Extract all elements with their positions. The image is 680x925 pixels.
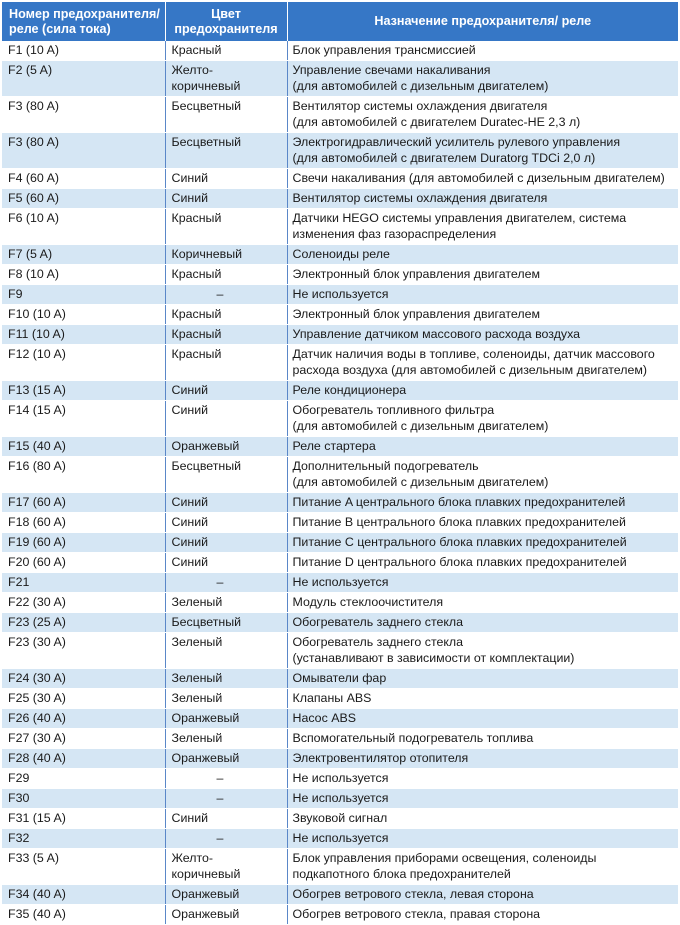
table-row	[2, 905, 678, 925]
fuse-number-cell: F23 (30 A)	[2, 633, 165, 669]
fuse-purpose-line: Не используется	[292, 287, 389, 301]
fuse-purpose-cell	[287, 709, 678, 729]
fuse-purpose-line: Питание A центрального блока плавких предохранителей	[292, 495, 626, 509]
fuse-color-line: Зеленый	[171, 691, 223, 705]
fuse-color-line: Бесцветный	[171, 135, 242, 149]
fuse-purpose-line: Питание C центрального блока плавких предохранителей	[292, 535, 627, 549]
fuse-purpose-line: Электровентилятор отопителя	[292, 751, 469, 765]
fuse-color-line: –	[216, 575, 224, 589]
fuse-color-cell	[165, 245, 287, 265]
fuse-color-cell	[165, 345, 287, 381]
fuse-color-cell	[165, 593, 287, 613]
fuse-color-line: Красный	[171, 347, 222, 361]
fuse-color-line: Бесцветный	[171, 615, 242, 629]
header-fuse-number	[2, 2, 165, 41]
fuse-number-cell: F32	[2, 829, 165, 849]
fuse-number-cell: F23 (25 A)	[2, 613, 165, 633]
fuse-color-cell	[165, 41, 287, 61]
fuse-purpose-line: Клапаны ABS	[292, 691, 372, 705]
fuse-purpose-line: Электрогидравлический усилитель рулевого управления	[292, 135, 621, 149]
fuse-purpose-line: Датчики HEGO системы управления двигателем, система	[292, 211, 627, 225]
fuse-purpose-line: Обогреватель заднего стекла	[292, 635, 464, 649]
fuse-color-cell	[165, 265, 287, 285]
fuse-color-cell	[165, 285, 287, 305]
fuse-purpose-cell	[287, 533, 678, 553]
fuse-number-cell: F13 (15 A)	[2, 381, 165, 401]
table-row	[2, 885, 678, 905]
fuse-color-cell	[165, 381, 287, 401]
fuse-purpose-line: Питание B центрального блока плавких предохранителей	[292, 515, 626, 529]
fuse-color-line: Зеленый	[171, 635, 223, 649]
table-row	[2, 809, 678, 829]
fuse-number-cell: F8 (10 A)	[2, 265, 165, 285]
fuse-purpose-line: Датчик наличия воды в топливе, соленоиды, датчик массового	[292, 347, 655, 361]
fuse-color-cell	[165, 169, 287, 189]
fuse-number-cell: F19 (60 A)	[2, 533, 165, 553]
fuse-purpose-cell	[287, 457, 678, 493]
fuse-color-cell	[165, 553, 287, 573]
fuse-purpose-cell	[287, 189, 678, 209]
fuse-purpose-cell	[287, 905, 678, 925]
fuse-purpose-line: Свечи накаливания (для автомобилей с дизельным двигателем)	[292, 171, 665, 185]
table-row	[2, 749, 678, 769]
fuse-purpose-line: (для автомобилей с дизельным двигателем)	[292, 475, 549, 489]
fuse-color-line: Синий	[171, 811, 209, 825]
fuse-purpose-line: Не используется	[292, 575, 389, 589]
fuse-purpose-line: Реле стартера	[292, 439, 376, 453]
fuse-color-cell	[165, 513, 287, 533]
table-row	[2, 61, 678, 97]
fuse-purpose-cell	[287, 689, 678, 709]
fuse-purpose-line: Блок управления трансмиссией	[292, 43, 476, 57]
table-row	[2, 381, 678, 401]
fuse-purpose-line: Вспомогательный подогреватель топлива	[292, 731, 534, 745]
fuse-purpose-cell	[287, 729, 678, 749]
fuse-color-cell	[165, 809, 287, 829]
fuse-purpose-line: Обогреватель топливного фильтра	[292, 403, 495, 417]
fuse-color-cell	[165, 401, 287, 437]
header-line: реле (сила тока)	[9, 21, 111, 36]
fuse-number-cell: F22 (30 A)	[2, 593, 165, 613]
fuse-purpose-cell	[287, 305, 678, 325]
fuse-color-line: Синий	[171, 535, 209, 549]
fuse-number-cell: F20 (60 A)	[2, 553, 165, 573]
fuse-purpose-cell	[287, 849, 678, 885]
table-row	[2, 209, 678, 245]
fuse-purpose-line: Соленоиды реле	[292, 247, 390, 261]
fuse-purpose-line: Электронный блок управления двигателем	[292, 267, 541, 281]
fuse-color-line: Синий	[171, 191, 209, 205]
fuse-color-cell	[165, 669, 287, 689]
fuse-purpose-cell	[287, 209, 678, 245]
fuse-purpose-cell	[287, 41, 678, 61]
fuse-color-cell	[165, 493, 287, 513]
fuse-color-cell	[165, 633, 287, 669]
fuse-color-cell	[165, 729, 287, 749]
fuse-color-cell	[165, 61, 287, 97]
fuse-number-cell: F27 (30 A)	[2, 729, 165, 749]
fuse-number-cell: F33 (5 A)	[2, 849, 165, 885]
fuse-color-line: Зеленый	[171, 671, 223, 685]
fuse-color-line: –	[216, 771, 224, 785]
fuse-purpose-cell	[287, 885, 678, 905]
fuse-purpose-line: Вентилятор системы охлаждения двигателя	[292, 191, 548, 205]
fuse-color-line: Оранжевый	[171, 751, 240, 765]
fuse-number-cell: F3 (80 A)	[2, 97, 165, 133]
fuse-purpose-cell	[287, 265, 678, 285]
fuse-number-cell: F34 (40 A)	[2, 885, 165, 905]
fuse-purpose-line: (для автомобилей с дизельным двигателем)	[292, 419, 549, 433]
fuse-purpose-cell	[287, 553, 678, 573]
fuse-number-cell: F7 (5 A)	[2, 245, 165, 265]
fuse-color-line: Оранжевый	[171, 907, 240, 921]
table-row	[2, 613, 678, 633]
fuse-purpose-cell	[287, 633, 678, 669]
fuse-color-cell	[165, 849, 287, 885]
fuse-color-line: Красный	[171, 307, 222, 321]
fuse-color-cell	[165, 209, 287, 245]
fuse-purpose-line: Не используется	[292, 771, 389, 785]
table-row	[2, 41, 678, 61]
fuse-purpose-cell	[287, 401, 678, 437]
fuse-number-cell: F17 (60 A)	[2, 493, 165, 513]
fuse-number-cell: F2 (5 A)	[2, 61, 165, 97]
fuse-color-cell	[165, 325, 287, 345]
table-row	[2, 457, 678, 493]
fuse-purpose-line: Звуковой сигнал	[292, 811, 388, 825]
fuse-color-line: Зеленый	[171, 731, 223, 745]
table-row	[2, 265, 678, 285]
table-row	[2, 633, 678, 669]
table-row	[2, 593, 678, 613]
fuse-purpose-cell	[287, 669, 678, 689]
fuse-number-cell: F5 (60 A)	[2, 189, 165, 209]
header-row	[2, 2, 678, 41]
fuse-color-line: –	[216, 831, 224, 845]
fuse-purpose-cell	[287, 493, 678, 513]
fuse-number-cell: F14 (15 A)	[2, 401, 165, 437]
table-row	[2, 285, 678, 305]
table-header	[2, 2, 678, 41]
fuse-purpose-cell	[287, 245, 678, 265]
fuse-color-cell	[165, 97, 287, 133]
fuse-purpose-line: Модуль стеклоочистителя	[292, 595, 444, 609]
fuse-number-cell: F26 (40 A)	[2, 709, 165, 729]
fuse-color-cell	[165, 885, 287, 905]
table-row	[2, 829, 678, 849]
fuse-color-cell	[165, 749, 287, 769]
fuse-color-line: Синий	[171, 555, 209, 569]
fuse-color-line: Синий	[171, 403, 209, 417]
table-row	[2, 573, 678, 593]
header-line: Назначение предохранителя/ реле	[374, 14, 592, 28]
fuse-number-cell: F18 (60 A)	[2, 513, 165, 533]
fuse-number-cell: F3 (80 A)	[2, 133, 165, 169]
table-row	[2, 97, 678, 133]
table-row	[2, 789, 678, 809]
fuse-color-line: Бесцветный	[171, 99, 242, 113]
fuse-purpose-line: расхода воздуха (для автомобилей с дизельным двигателем)	[292, 363, 647, 377]
table-row	[2, 669, 678, 689]
fuse-number-cell: F1 (10 A)	[2, 41, 165, 61]
fuse-purpose-cell	[287, 809, 678, 829]
header-fuse-color	[165, 2, 287, 41]
fuse-color-cell	[165, 573, 287, 593]
fuse-color-line: Желто-	[171, 851, 214, 865]
fuse-number-cell: F4 (60 A)	[2, 169, 165, 189]
fuse-number-cell: F10 (10 A)	[2, 305, 165, 325]
fuse-purpose-line: Реле кондиционера	[292, 383, 407, 397]
table-row	[2, 437, 678, 457]
fuse-color-cell	[165, 189, 287, 209]
fuse-purpose-line: Обогрев ветрового стекла, левая сторона	[292, 887, 534, 901]
fuse-purpose-cell	[287, 437, 678, 457]
fuse-number-cell: F31 (15 A)	[2, 809, 165, 829]
header-line: предохранителя	[174, 21, 278, 36]
header-line: Номер предохранителя/	[9, 6, 160, 21]
table-row	[2, 849, 678, 885]
table-row	[2, 305, 678, 325]
fuse-purpose-line: (устанавливают в зависимости от комплектации)	[292, 651, 575, 665]
table-row	[2, 169, 678, 189]
table-body	[2, 41, 678, 925]
fuse-purpose-line: Обогрев ветрового стекла, правая сторона	[292, 907, 541, 921]
fuse-purpose-line: (для автомобилей с двигателем Duratorg TDCi 2,0 л)	[292, 151, 596, 165]
fuse-color-line: Синий	[171, 515, 209, 529]
fuse-purpose-cell	[287, 97, 678, 133]
fuse-color-line: Красный	[171, 327, 222, 341]
fuse-purpose-line: Управление свечами накаливания	[292, 63, 491, 77]
fuse-purpose-cell	[287, 829, 678, 849]
fuse-color-cell	[165, 689, 287, 709]
table-row	[2, 709, 678, 729]
fuse-number-cell: F12 (10 A)	[2, 345, 165, 381]
fuse-purpose-line: (для автомобилей с двигателем Duratec-HE 2,3 л)	[292, 115, 581, 129]
fuse-purpose-cell	[287, 573, 678, 593]
fuse-purpose-line: Насос ABS	[292, 711, 356, 725]
fuse-color-cell	[165, 709, 287, 729]
table-row	[2, 729, 678, 749]
fuse-color-line: коричневый	[171, 867, 241, 881]
fuse-purpose-line: Дополнительный подогреватель	[292, 459, 479, 473]
table-row	[2, 345, 678, 381]
table-row	[2, 133, 678, 169]
fuse-table	[2, 2, 678, 925]
fuse-color-line: Синий	[171, 171, 209, 185]
fuse-number-cell: F6 (10 A)	[2, 209, 165, 245]
fuse-color-line: Красный	[171, 43, 222, 57]
fuse-purpose-line: Управление датчиком массового расхода воздуха	[292, 327, 581, 341]
fuse-purpose-cell	[287, 513, 678, 533]
fuse-number-cell: F11 (10 A)	[2, 325, 165, 345]
fuse-purpose-cell	[287, 133, 678, 169]
fuse-purpose-cell	[287, 749, 678, 769]
table-row	[2, 325, 678, 345]
header-fuse-purpose	[287, 2, 678, 41]
fuse-number-cell: F35 (40 A)	[2, 905, 165, 925]
fuse-color-cell	[165, 457, 287, 493]
fuse-purpose-cell	[287, 613, 678, 633]
fuse-purpose-cell	[287, 169, 678, 189]
fuse-purpose-line: Питание D центрального блока плавких предохранителей	[292, 555, 627, 569]
fuse-number-cell: F21	[2, 573, 165, 593]
table-row	[2, 769, 678, 789]
fuse-color-line: Бесцветный	[171, 459, 242, 473]
fuse-purpose-line: Электронный блок управления двигателем	[292, 307, 541, 321]
table-row	[2, 513, 678, 533]
fuse-purpose-cell	[287, 61, 678, 97]
table-row	[2, 493, 678, 513]
fuse-color-cell	[165, 769, 287, 789]
fuse-purpose-cell	[287, 789, 678, 809]
fuse-purpose-line: Не используется	[292, 831, 389, 845]
fuse-color-cell	[165, 613, 287, 633]
fuse-purpose-cell	[287, 345, 678, 381]
fuse-color-line: Оранжевый	[171, 711, 240, 725]
fuse-color-cell	[165, 305, 287, 325]
table-row	[2, 553, 678, 573]
fuse-number-cell: F29	[2, 769, 165, 789]
table-row	[2, 533, 678, 553]
fuse-purpose-cell	[287, 285, 678, 305]
fuse-number-cell: F25 (30 A)	[2, 689, 165, 709]
fuse-purpose-line: Вентилятор системы охлаждения двигателя	[292, 99, 548, 113]
fuse-purpose-line: Не используется	[292, 791, 389, 805]
fuse-color-line: Красный	[171, 211, 222, 225]
fuse-number-cell: F24 (30 A)	[2, 669, 165, 689]
fuse-color-line: Синий	[171, 383, 209, 397]
fuse-color-line: Коричневый	[171, 247, 243, 261]
fuse-color-line: Оранжевый	[171, 887, 240, 901]
table-row	[2, 245, 678, 265]
fuse-number-cell: F15 (40 A)	[2, 437, 165, 457]
fuse-purpose-line: подкапотного блока предохранителей	[292, 867, 511, 881]
fuse-color-line: Зеленый	[171, 595, 223, 609]
fuse-color-line: Желто-	[171, 63, 214, 77]
fuse-purpose-cell	[287, 593, 678, 613]
header-line: Цвет	[211, 6, 241, 21]
fuse-color-line: Синий	[171, 495, 209, 509]
fuse-purpose-line: Обогреватель заднего стекла	[292, 615, 464, 629]
fuse-purpose-line: Блок управления приборами освещения, соленоиды	[292, 851, 597, 865]
table-row	[2, 689, 678, 709]
fuse-color-cell	[165, 437, 287, 457]
fuse-color-line: коричневый	[171, 79, 241, 93]
fuse-color-line: –	[216, 287, 224, 301]
fuse-purpose-cell	[287, 325, 678, 345]
fuse-purpose-line: изменения фаз газораспределения	[292, 227, 497, 241]
fuse-number-cell: F9	[2, 285, 165, 305]
fuse-color-cell	[165, 789, 287, 809]
fuse-purpose-line: Омыватели фар	[292, 671, 387, 685]
fuse-purpose-line: (для автомобилей с дизельным двигателем)	[292, 79, 549, 93]
fuse-color-line: –	[216, 791, 224, 805]
table-row	[2, 189, 678, 209]
fuse-color-line: Красный	[171, 267, 222, 281]
fuse-color-line: Оранжевый	[171, 439, 240, 453]
fuse-number-cell: F28 (40 A)	[2, 749, 165, 769]
fuse-number-cell: F30	[2, 789, 165, 809]
fuse-color-cell	[165, 829, 287, 849]
fuse-purpose-cell	[287, 381, 678, 401]
fuse-number-cell: F16 (80 A)	[2, 457, 165, 493]
fuse-color-cell	[165, 133, 287, 169]
table-row	[2, 401, 678, 437]
fuse-color-cell	[165, 533, 287, 553]
fuse-purpose-cell	[287, 769, 678, 789]
fuse-color-cell	[165, 905, 287, 925]
